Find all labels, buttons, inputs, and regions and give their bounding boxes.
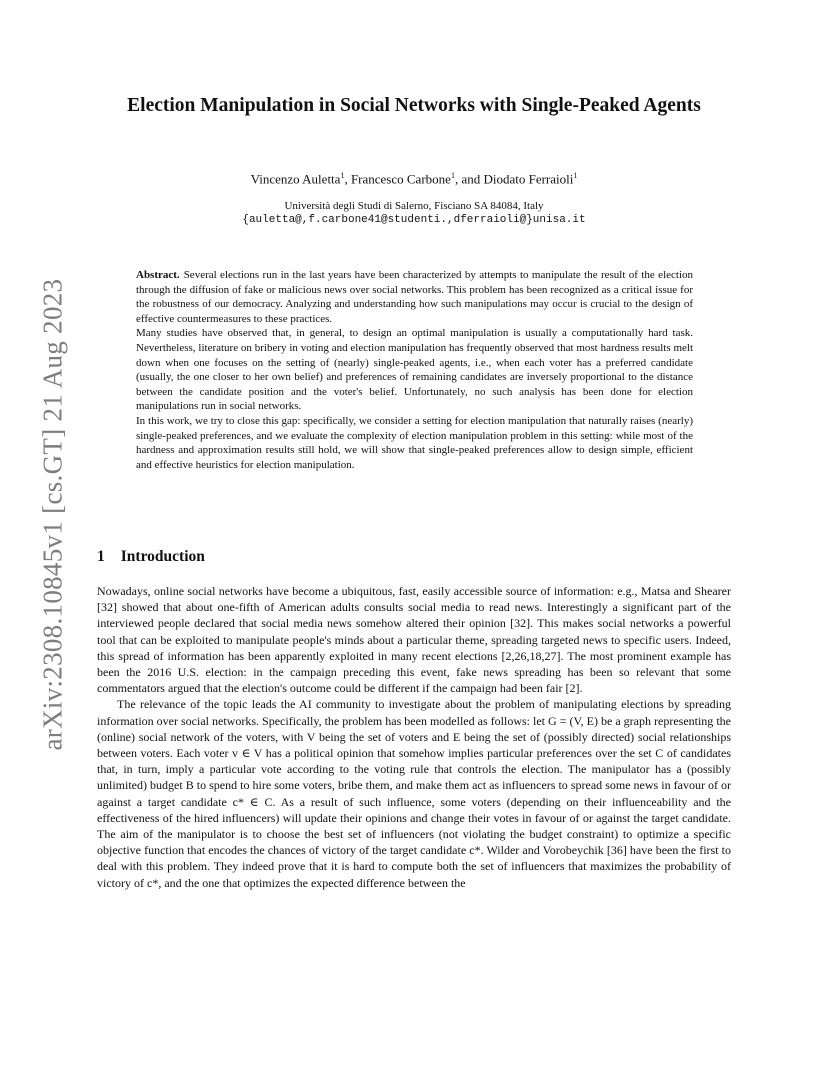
author-list: [110, 171, 718, 187]
email-addresses: {auletta@,f.carbone41@studenti.,dferraioli@}unisa.it: [242, 214, 586, 226]
arxiv-identifier: arXiv:2308.10845v1 [cs.GT] 21 Aug 2023: [37, 278, 68, 751]
body-paragraph: The relevance of the topic leads the AI community to investigate about the problem of manipulating elections by spreading information over social networks. Specifically, the problem has been modelled as follows: let G = (V, E) be a graph representing the (online) social network of the voters, with V being the set of voters and E being the set of (possibly directed) social relationships between voters. Each voter v ∈ V has a political opinion that somehow implies particular preferences over the set C of candidates that, in turn, imply a particular vote according to the voting rule that controls the election. The manipulator has a (possibly unlimited) budget B to spend to hire some voters, bribe them, and make them act as influencers to spread some news in favour of or against a target candidate c* ∈ C. As a result of such influence, some voters (depending on their influenceability and the effectiveness of the hired influencers) will update their opinions and change their votes in favour of or against the target candidate. The aim of the manipulator is to choose the best set of influencers (not violating the budget constraint) to optimize a specific objective function that encodes the chances of victory of the target candidate c*. Wilder and Vorobeychik [36] have been the first to deal with this problem. They indeed prove that it is hard to compute both the set of influencers that maximizes the probability of victory of c*, and the one that optimizes the expected difference between the: [97, 697, 731, 890]
abstract-text: Several elections run in the last years have been characterized by attempts to manipulate the result of the election through the diffusion of fake or malicious news over social networks. This problem has been recognized as a critical issue for the robustness of our democracy. Analyzing and understanding how such manipulations may occur is crucial to the design of effective countermeasures to these practices.: [136, 269, 693, 325]
abstract: [136, 268, 693, 472]
author-affiliation-mark: 1: [573, 171, 578, 180]
body-text: [97, 583, 731, 891]
body-paragraph: Nowadays, online social networks have become a ubiquitous, fast, easily accessible source of information: e.g., Matsa and Shearer [32] showed that about one-fifth of American adults consults social media to read news. Interestingly a significant part of the interviewed people declared that social media news somehow altered their opinion [32]. This makes social networks a powerful tool that can be exploited to manipulate people's minds about a particular theme, spreading targeted news to specific users. Indeed, this spread of information has been apparently exploited in many recent elections [2,26,18,27]. The most prominent example has been the 2016 U.S. election: in the campaign preceding this event, fake news spreading has been so relevant that some commentators argued that the election's outcome could be different if the campaign had been fair [2].: [97, 584, 731, 696]
abstract-paragraph: In this work, we try to close this gap: specifically, we consider a setting for election manipulation that naturally raises (nearly) single-peaked preferences, and we evaluate the complexity of election manipulation problem in this setting: while most of the hardness and approximation results still hold, we will show that single-peaked preferences allow to design simple, efficient and effective heuristics for election manipulation.: [136, 414, 693, 471]
section-number: 1: [97, 548, 105, 565]
author-separator: , and: [454, 171, 484, 187]
author-affiliation-mark: 1: [450, 171, 455, 180]
abstract-paragraph: [136, 268, 693, 326]
abstract-paragraph: Many studies have observed that, in general, to design an optimal manipulation is usually a computationally hard task. Nevertheless, literature on bribery in voting and election manipulation has frequently observed that most hardness results melt down when one focuses on the setting of (nearly) single-peaked agents, i.e., when each voter has a preferred candidate (usually, the one closer to her own belief) and preferences of remaining candidates are inversely proportional to the distance between the candidate position and the voter's belief. Unfortunately, no such analysis has been done for election manipulations run in social networks.: [136, 327, 693, 413]
section-heading: [97, 548, 205, 566]
author-separator: ,: [344, 171, 351, 187]
author-name: Francesco Carbone: [350, 171, 451, 187]
section-title: Introduction: [120, 548, 205, 565]
abstract-label: Abstract.: [136, 269, 180, 281]
author-name: Diodato Ferraioli: [483, 171, 574, 187]
affiliation-block: [110, 199, 718, 227]
author-name: Vincenzo Auletta: [250, 171, 341, 187]
author-affiliation-mark: 1: [340, 171, 345, 180]
paper-title: Election Manipulation in Social Networks with Single-Peaked Agents: [127, 95, 701, 116]
affiliation: Università degli Studi di Salerno, Fisciano SA 84084, Italy: [284, 200, 544, 212]
